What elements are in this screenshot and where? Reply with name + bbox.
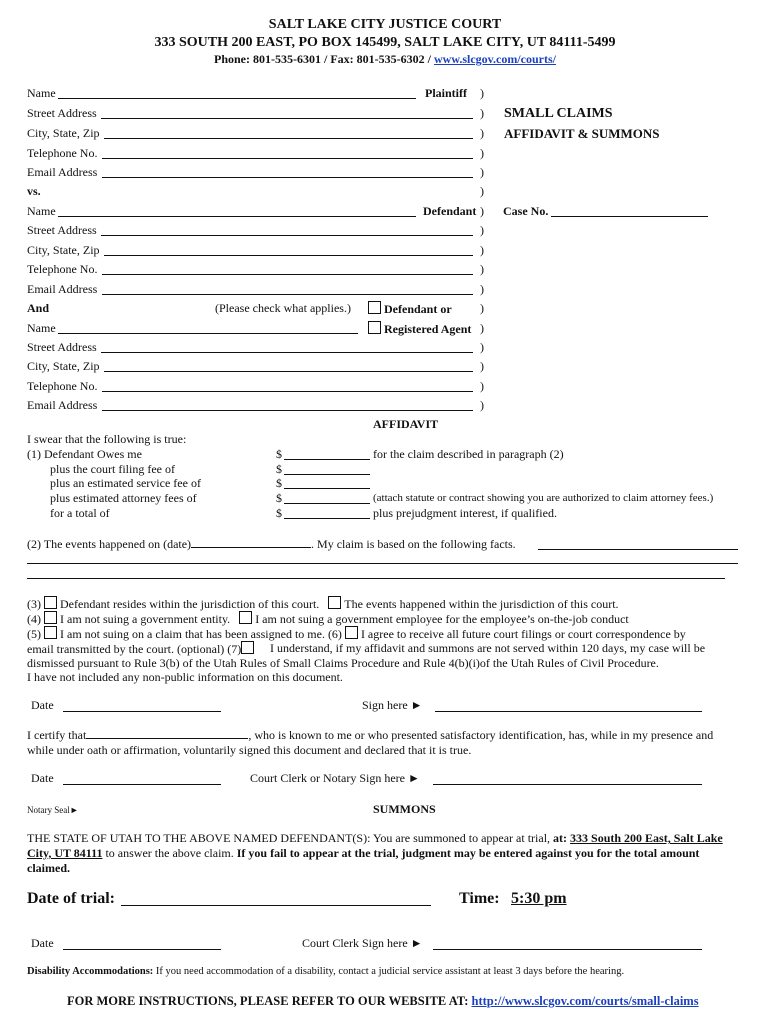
footer xyxy=(67,994,699,1009)
agent-phone-label: Telephone No. xyxy=(27,379,98,393)
agent-phone-field[interactable] xyxy=(102,391,473,392)
num-3: (3) xyxy=(27,597,41,611)
swear-statement: I swear that the following is true: xyxy=(27,432,187,446)
notary-date-label: Date xyxy=(31,771,54,785)
affidavit-title: AFFIDAVIT xyxy=(373,417,439,431)
summons-lead: THE STATE OF UTAH TO THE ABOVE NAMED DEFENDANT(S): You are summoned to appear at trial, xyxy=(27,831,554,845)
understand-text: I understand, if my affidavit and summons are not served within 120 days, my case will be dismissed pursuant to Rule 3(b) of the Utah Rules of Small Claims Procedure and Rule 4(b)(i)of the Utah Rules of Civil Procedure. xyxy=(27,641,706,670)
paren: ) xyxy=(480,223,484,237)
plaintiff-email-label: Email Address xyxy=(27,165,98,179)
defendant-or-option[interactable] xyxy=(368,301,452,317)
trial-date-field[interactable] xyxy=(121,905,431,906)
service-fee-field[interactable] xyxy=(284,488,370,489)
registered-agent-checkbox[interactable] xyxy=(368,321,381,334)
amount-label: (1) Defendant Owes me xyxy=(27,447,142,461)
defendant-name-label: Name xyxy=(27,204,56,218)
summons-title: SUMMONS xyxy=(373,802,436,816)
summons-warning: If you fail to appear at the trial, judgment may be entered against you for the total amount claimed. xyxy=(27,846,700,875)
events-date-text: (2) The events happened on (date) xyxy=(27,537,192,551)
paren: ) xyxy=(480,301,484,315)
small-claims-link[interactable]: http://www.slcgov.com/courts/small-claims xyxy=(471,994,699,1008)
amount-label: for a total of xyxy=(50,506,110,520)
plaintiff-name-field[interactable] xyxy=(58,98,416,99)
paren: ) xyxy=(480,243,484,257)
vs-label: vs. xyxy=(27,184,41,198)
paren: ) xyxy=(480,146,484,160)
not-gov-entity-checkbox[interactable] xyxy=(44,611,57,624)
court-name: SALT LAKE CITY JUSTICE COURT xyxy=(268,17,502,32)
paren: ) xyxy=(480,86,484,100)
email-optional-text: email transmitted by the court. (optional) (7) xyxy=(27,642,242,656)
agent-name-field[interactable] xyxy=(58,333,358,334)
sign-here-label: Sign here ► xyxy=(362,698,423,712)
plaintiff-street-field[interactable] xyxy=(101,118,473,119)
paren: ) xyxy=(480,262,484,276)
dollar-sign: $ xyxy=(276,462,282,476)
plaintiff-name-label: Name xyxy=(27,86,56,100)
attorney-fee-note: (attach statute or contract showing you are authorized to claim attorney fees.) xyxy=(373,492,714,504)
paren: ) xyxy=(480,321,484,335)
check-applies-label: (Please check what applies.) xyxy=(215,301,351,315)
affidavit-date-field[interactable] xyxy=(63,711,221,712)
not-assigned-text: I am not suing on a claim that has been assigned to me. (6) xyxy=(60,627,342,641)
filing-fee-field[interactable] xyxy=(284,474,370,475)
defendant-email-field[interactable] xyxy=(102,294,473,295)
trial-date-label: Date of trial: xyxy=(27,890,115,907)
dollar-sign: $ xyxy=(276,447,282,461)
defendant-city-label: City, State, Zip xyxy=(27,243,100,257)
num-4: (4) xyxy=(27,612,41,626)
agent-name-label: Name xyxy=(27,321,56,335)
defendant-or-text: Defendant or xyxy=(384,302,452,316)
disability-notice xyxy=(27,966,624,977)
not-gov-employee-text: I am not suing a government employee for the employee’s on-the-job conduct xyxy=(255,612,629,626)
notary-signature-field[interactable] xyxy=(433,784,702,785)
summons-date-label: Date xyxy=(31,936,54,950)
registered-agent-text: Registered Agent xyxy=(384,322,472,336)
dollar-sign: $ xyxy=(276,491,282,505)
notary-date-field[interactable] xyxy=(63,784,221,785)
paren: ) xyxy=(480,282,484,296)
clerk-signature-field[interactable] xyxy=(433,949,702,950)
agent-street-field[interactable] xyxy=(101,352,473,353)
court-address: 333 SOUTH 200 EAST, PO BOX 145499, SALT LAKE CITY, UT 84111-5499 xyxy=(154,35,616,50)
email-consent-checkbox[interactable] xyxy=(345,626,358,639)
agent-city-field[interactable] xyxy=(104,371,473,372)
plaintiff-label: Plaintiff xyxy=(425,86,467,100)
defendant-street-label: Street Address xyxy=(27,223,97,237)
form-title-line1: SMALL CLAIMS xyxy=(504,106,613,121)
not-gov-entity-text: I am not suing a government entity. xyxy=(60,612,231,626)
summons-paragraph xyxy=(27,831,742,876)
check-row-5 xyxy=(27,626,686,642)
facts-line-2[interactable] xyxy=(27,563,738,564)
check-row-3 xyxy=(27,596,619,612)
footer-text: FOR MORE INSTRUCTIONS, PLEASE REFER TO OUR WEBSITE AT: xyxy=(67,994,472,1008)
affidavit-date-label: Date xyxy=(31,698,54,712)
resides-text: Defendant resides within the jurisdiction of this court. xyxy=(60,597,320,611)
summons-date-field[interactable] xyxy=(63,949,221,950)
certify-name-field[interactable] xyxy=(86,728,248,739)
defendant-email-label: Email Address xyxy=(27,282,98,296)
defendant-street-field[interactable] xyxy=(101,235,473,236)
and-label: And xyxy=(27,301,50,315)
court-contact xyxy=(0,52,770,67)
num-5: (5) xyxy=(27,627,41,641)
defendant-checkbox[interactable] xyxy=(368,301,381,314)
trial-time-value: 5:30 pm xyxy=(511,890,567,907)
facts-line-1[interactable] xyxy=(538,549,738,550)
defendant-label: Defendant xyxy=(423,204,477,218)
resides-checkbox[interactable] xyxy=(44,596,57,609)
disability-text: If you need accommodation of a disability, contact a judicial service assistant at least 3 days before the hearing. xyxy=(153,966,625,977)
dollar-sign: $ xyxy=(276,506,282,520)
dollar-sign: $ xyxy=(276,476,282,490)
paren: ) xyxy=(480,106,484,120)
attorney-fee-field[interactable] xyxy=(284,503,370,504)
not-assigned-checkbox[interactable] xyxy=(44,626,57,639)
case-no-label: Case No. xyxy=(503,204,549,218)
events-date-field[interactable] xyxy=(191,537,311,548)
defendant-phone-field[interactable] xyxy=(102,274,473,275)
paren: ) xyxy=(480,184,484,198)
plaintiff-city-field[interactable] xyxy=(104,138,473,139)
disability-label: Disability Accommodations: xyxy=(27,966,154,977)
paren: ) xyxy=(480,379,484,393)
total-field[interactable] xyxy=(284,518,370,519)
paren: ) xyxy=(480,359,484,373)
interest-note: plus prejudgment interest, if qualified. xyxy=(373,506,557,520)
certify-paragraph xyxy=(27,728,742,758)
plaintiff-city-label: City, State, Zip xyxy=(27,126,100,140)
amount-note: for the claim described in paragraph (2) xyxy=(373,447,564,461)
summons-mid: to answer the above claim. xyxy=(102,846,237,860)
agent-email-label: Email Address xyxy=(27,398,98,412)
notary-seal-label: Notary Seal► xyxy=(27,805,79,815)
clerk-sign-label: Court Clerk Sign here ► xyxy=(302,936,423,950)
website-link[interactable]: www.slcgov.com/courts/ xyxy=(433,52,556,66)
agent-city-label: City, State, Zip xyxy=(27,359,100,373)
agent-email-field[interactable] xyxy=(102,410,473,411)
events-label xyxy=(27,537,516,552)
defendant-phone-label: Telephone No. xyxy=(27,262,98,276)
summons-at: at: xyxy=(553,831,571,845)
check-row-4 xyxy=(27,611,629,627)
plaintiff-signature-field[interactable] xyxy=(435,711,702,712)
paren: ) xyxy=(480,165,484,179)
plaintiff-phone-field[interactable] xyxy=(102,158,473,159)
defendant-name-field[interactable] xyxy=(58,216,416,217)
trial-time-label: Time: xyxy=(459,890,500,907)
phone-fax: Phone: 801-535-6301 / Fax: 801-535-6302 / xyxy=(214,52,434,66)
amount-label: plus an estimated service fee of xyxy=(50,476,201,490)
events-jurisdiction-checkbox[interactable] xyxy=(328,596,341,609)
plaintiff-street-label: Street Address xyxy=(27,106,97,120)
events-jurisdiction-text: The events happened within the jurisdiction of this court. xyxy=(344,597,619,611)
amount-label: plus the court filing fee of xyxy=(50,462,175,476)
paren: ) xyxy=(480,340,484,354)
no-nonpublic-text: I have not included any non-public information on this document. xyxy=(27,670,343,684)
agent-street-label: Street Address xyxy=(27,340,97,354)
registered-agent-option[interactable] xyxy=(368,321,471,337)
facts-line-3[interactable] xyxy=(27,578,725,579)
not-gov-employee-checkbox[interactable] xyxy=(239,611,252,624)
events-facts-text: . My claim is based on the following facts. xyxy=(311,537,516,551)
paren: ) xyxy=(480,204,484,218)
plaintiff-email-field[interactable] xyxy=(102,177,473,178)
defendant-city-field[interactable] xyxy=(104,255,473,256)
form-title-line2: AFFIDAVIT & SUMMONS xyxy=(504,126,660,141)
plaintiff-phone-label: Telephone No. xyxy=(27,146,98,160)
case-no-field[interactable] xyxy=(551,216,708,217)
email-consent-text: I agree to receive all future court filings or court correspondence by xyxy=(360,627,686,641)
amount-label: plus estimated attorney fees of xyxy=(50,491,197,505)
amount-owed-field[interactable] xyxy=(284,459,370,460)
paren: ) xyxy=(480,398,484,412)
certify-text: , who is known to me or who presented satisfactory identification, has, while in my presence and while under oath or affirmation, voluntarily signed this document and declared that it is true. xyxy=(27,728,714,757)
certify-lead: I certify that xyxy=(27,728,87,742)
clerk-notary-label: Court Clerk or Notary Sign here ► xyxy=(250,771,420,785)
paren: ) xyxy=(480,126,484,140)
summons-address: 333 South 200 East, Salt Lake City, UT 84111 xyxy=(27,831,723,860)
